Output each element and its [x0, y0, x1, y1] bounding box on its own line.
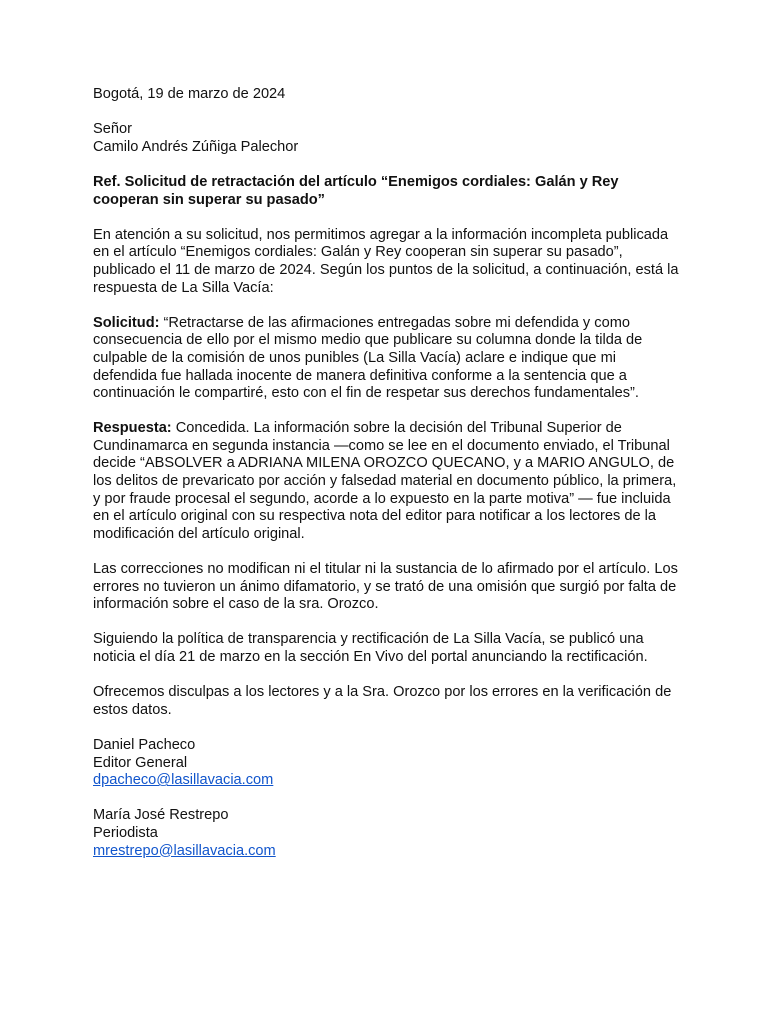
intro-paragraph: En atención a su solicitud, nos permitimos agregar a la información incompleta publicada en el artículo “Enemigos cordiales: Galán y Rey cooperan sin superar su pasado”, publicado el 11 de marzo de 2024. Según los puntos de la solicitud, a continuación, está la respuesta de La Silla Vacía:: [93, 226, 679, 296]
letter-page: [93, 86, 683, 860]
signer-title: Editor General: [93, 754, 188, 771]
signature-block-editor: [93, 737, 683, 790]
response-text: Concedida. La información sobre la decisión del Tribunal Superior de Cundinamarca en segunda instancia —como se lee en el documento enviado, el Tribunal decide “ABSOLVER a ADRIANA MILENA OROZCO QUECANO, y a MARIO ANGULO, de los delitos de prevaricato por acción y falsedad material en documento público, la primera, y por fraude procesal el segundo, acorde a lo expuesto en la parte motiva” — fue incluida en el artículo original con su respectiva nota del editor para notificar a los lectores de la modificación del artículo original.: [93, 420, 677, 542]
signer-email-link[interactable]: mrestrepo@lasillavacia.com: [93, 842, 276, 859]
request-label: Solicitud:: [93, 314, 160, 331]
recipient-name: Camilo Andrés Zúñiga Palechor: [93, 138, 299, 155]
request-text: “Retractarse de las afirmaciones entregadas sobre mi defendida y como consecuencia de ello por el mismo medio que publicare su columna donde la tilda de culpable de la comisión de unos punibles (La Silla Vacía) aclare e indique que mi defendida fue hallada inocente de manera definitiva conforme a la sentencia que a continuación le compartiré, esto con el fin de respetar sus derechos fundamentales”.: [93, 314, 643, 402]
recipient-salutation: Señor: [93, 121, 132, 138]
response-label: Respuesta:: [93, 420, 172, 437]
signer-name: Daniel Pacheco: [93, 736, 196, 753]
apology-paragraph: Ofrecemos disculpas a los lectores y a la Sra. Orozco por los errores en la verificación de estos datos.: [93, 684, 672, 718]
request-paragraph: [93, 315, 683, 403]
signer-title: Periodista: [93, 824, 158, 841]
signer-email-link[interactable]: dpacheco@lasillavacia.com: [93, 772, 274, 789]
response-paragraph: [93, 420, 683, 543]
corrections-paragraph: Las correcciones no modifican ni el titular ni la sustancia de lo afirmado por el artículo. Los errores no tuvieron un ánimo difamatorio, y se trató de una omisión que surgió por falta de información sobre el caso de la sra. Orozco.: [93, 561, 678, 613]
transparency-paragraph: Siguiendo la política de transparencia y rectificación de La Silla Vacía, se publicó una noticia el día 21 de marzo en la sección En Vivo del portal anunciando la rectificación.: [93, 631, 648, 665]
reference-line: Ref. Solicitud de retractación del artículo “Enemigos cordiales: Galán y Rey cooperan sin superar su pasado”: [93, 173, 619, 208]
letter-date: Bogotá, 19 de marzo de 2024: [93, 86, 286, 102]
recipient-block: [93, 121, 683, 156]
signer-name: María José Restrepo: [93, 807, 229, 824]
signature-block-journalist: [93, 807, 683, 860]
